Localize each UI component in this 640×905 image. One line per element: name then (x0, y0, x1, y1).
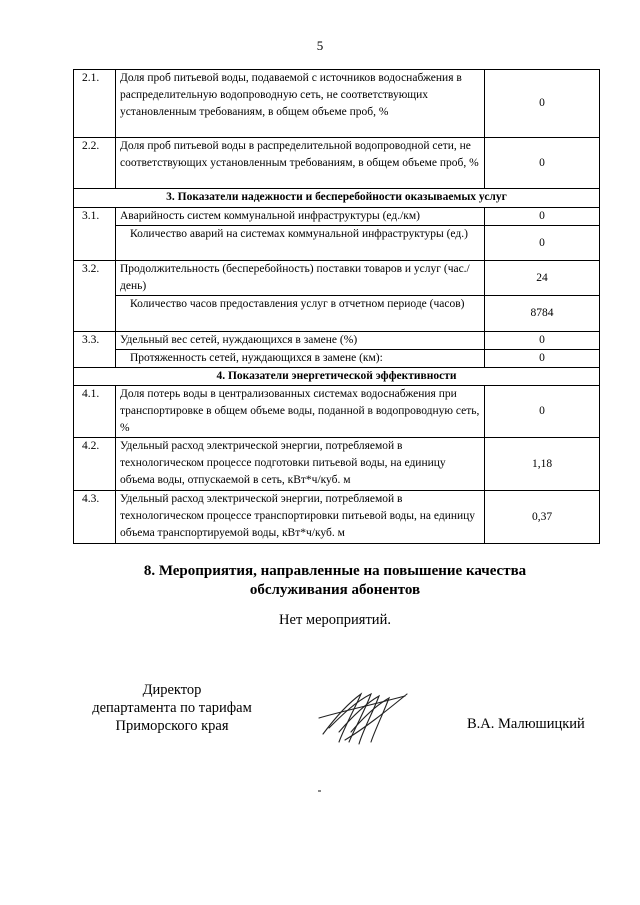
row-text: Удельный расход электрической энергии, потребляемой в технологическом процессе транспортировки питьевой воды, на единицу объема транспортируемой воды, кВт*ч/куб. м (116, 491, 485, 544)
row-text: Протяженность сетей, нуждающихся в замене (км): (116, 350, 485, 368)
row-text: Удельный вес сетей, нуждающихся в замене (%) (116, 332, 485, 350)
row-text: Аварийность систем коммунальной инфраструктуры (ед./км) (116, 208, 485, 226)
row-number: 4.2. (74, 438, 116, 491)
row-number: 3.3. (74, 332, 116, 368)
table-row (74, 386, 600, 438)
position-line: департамента по тарифам (92, 700, 252, 716)
scan-dot (318, 790, 321, 792)
row-value: 0 (485, 70, 600, 138)
table-subrow (74, 350, 600, 368)
heading-line: обслуживания абонентов (249, 582, 421, 598)
table-row (74, 138, 600, 189)
indicators-table (73, 69, 600, 544)
row-text: Продолжительность (бесперебойность) поставки товаров и услуг (час./день) (116, 261, 485, 296)
row-value: 0 (485, 226, 600, 261)
table-row (74, 208, 600, 226)
row-value: 0 (485, 332, 600, 350)
table-row (74, 438, 600, 491)
section-8-heading (70, 562, 600, 600)
section-row (74, 189, 600, 208)
position-line: Приморского края (115, 718, 229, 734)
row-value: 0,37 (485, 491, 600, 544)
table-subrow (74, 226, 600, 261)
section-row (74, 368, 600, 386)
table-subrow (74, 296, 600, 332)
row-number: 2.2. (74, 138, 116, 189)
row-number: 3.1. (74, 208, 116, 261)
heading-line: 8. Мероприятия, направленные на повышение качества (143, 563, 527, 579)
section-title: 3. Показатели надежности и бесперебойности оказываемых услуг (74, 189, 600, 208)
row-number: 3.2. (74, 261, 116, 332)
row-value: 0 (485, 350, 600, 368)
row-text: Доля проб питьевой воды, подаваемой с источников водоснабжения в распределительную водопроводную сеть, не соответствующих установленным требованиям, в общем объеме проб, % (116, 70, 485, 138)
signatory-position (72, 681, 272, 735)
row-value: 0 (485, 208, 600, 226)
row-number: 2.1. (74, 70, 116, 138)
position-line: Директор (142, 682, 202, 698)
table-row (74, 332, 600, 350)
row-text: Количество аварий на системах коммунальной инфраструктуры (ед.) (116, 226, 485, 261)
row-value: 1,18 (485, 438, 600, 491)
row-value: 8784 (485, 296, 600, 332)
table-row (74, 70, 600, 138)
no-measures-text: Нет мероприятий. (279, 612, 391, 628)
row-text: Доля проб питьевой воды в распределительной водопроводной сети, не соответствующих установленным требованиям, в общем объеме проб, % (116, 138, 485, 189)
signatory-name: В.А. Малюшицкий (467, 716, 585, 732)
row-value: 0 (485, 386, 600, 438)
row-text: Доля потерь воды в централизованных системах водоснабжения при транспортировке в общем объеме воды, поданной в водопроводную сеть, % (116, 386, 485, 438)
row-value: 24 (485, 261, 600, 296)
table-row (74, 261, 600, 296)
row-text: Количество часов предоставления услуг в отчетном периоде (часов) (116, 296, 485, 332)
row-value: 0 (485, 138, 600, 189)
row-number: 4.1. (74, 386, 116, 438)
page-number: 5 (316, 38, 324, 53)
row-text: Удельный расход электрической энергии, потребляемой в технологическом процессе подготовки питьевой воды, на единицу объема воды, отпускаемой в сеть, кВт*ч/куб. м (116, 438, 485, 491)
row-number: 4.3. (74, 491, 116, 544)
section-title: 4. Показатели энергетической эффективности (74, 368, 600, 386)
table-row (74, 491, 600, 544)
handwritten-signature (315, 688, 415, 748)
